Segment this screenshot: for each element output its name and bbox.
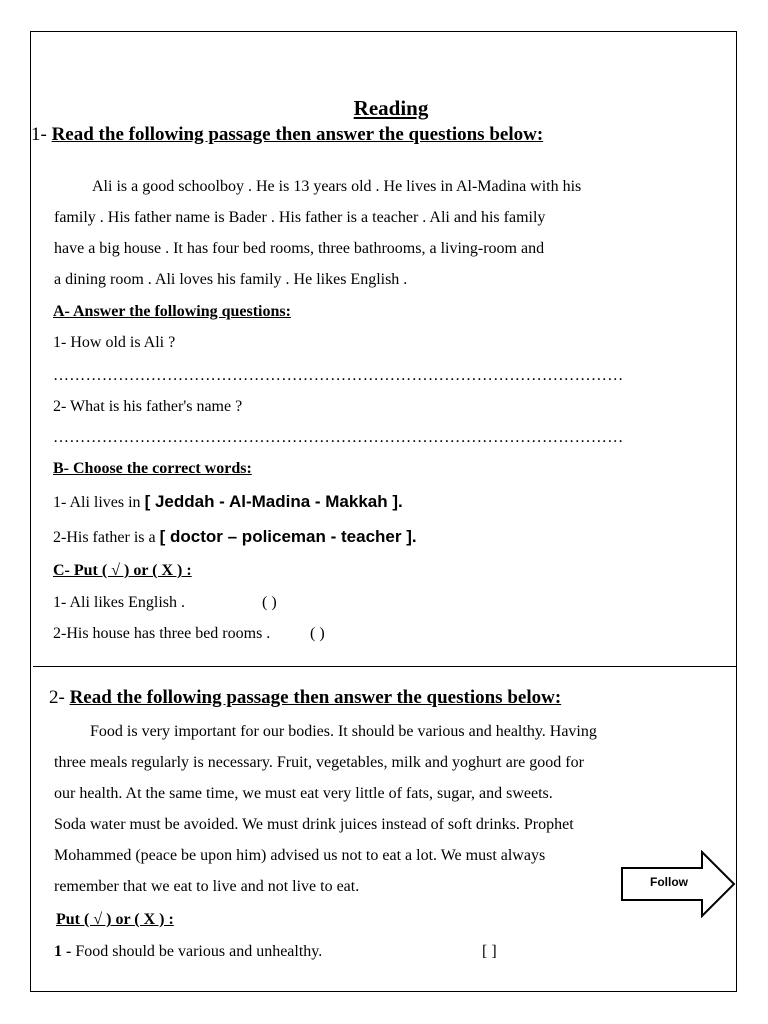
question-b1 bbox=[53, 492, 403, 513]
question-b1-text: 1- Ali lives in bbox=[53, 494, 141, 511]
section2-heading-text: Read the following passage then answer the questions below: bbox=[69, 687, 562, 708]
passage1-line-3: have a big house . It has four bed rooms, three bathrooms, a living-room and bbox=[54, 240, 545, 257]
question-c2: 2-His house has three bed rooms . bbox=[53, 625, 271, 642]
section1-number: 1- bbox=[31, 124, 47, 145]
part-a-heading: A- Answer the following questions: bbox=[53, 303, 291, 320]
put-heading: Put ( √ ) or ( X ) : bbox=[56, 911, 174, 928]
passage1-line-1: Ali is a good schoolboy . He is 13 years old . He lives in Al-Madina with his bbox=[92, 178, 582, 195]
question-b1-choices[interactable]: [ Jeddah - Al-Madina - Makkah ]. bbox=[144, 492, 403, 511]
passage1-line-4: a dining room . Ali loves his family . He likes English . bbox=[54, 271, 408, 288]
question-a2: 2- What is his father's name ? bbox=[53, 398, 243, 415]
section2-heading bbox=[49, 687, 561, 709]
answer-box-2-1[interactable]: [ ] bbox=[482, 943, 497, 960]
passage2-line-5: Mohammed (peace be upon him) advised us not to eat a lot. We must always bbox=[54, 847, 546, 864]
question-b2 bbox=[53, 527, 417, 548]
question-2-1 bbox=[54, 942, 322, 962]
passage2-line-1: Food is very important for our bodies. It should be various and healthy. Having bbox=[90, 723, 597, 740]
question-b2-choices[interactable]: [ doctor – policeman - teacher ]. bbox=[159, 527, 417, 546]
question-2-1-number: 1 - bbox=[54, 943, 72, 960]
section-divider bbox=[33, 666, 737, 667]
passage2-line-2: three meals regularly is necessary. Fruit, vegetables, milk and yoghurt are good for bbox=[54, 754, 584, 771]
part-c-heading: C- Put ( √ ) or ( X ) : bbox=[53, 562, 192, 579]
section1-heading bbox=[31, 124, 543, 146]
passage2-line-6: remember that we eat to live and not live to eat. bbox=[54, 878, 360, 895]
passage2-line-4: Soda water must be avoided. We must drink juices instead of soft drinks. Prophet bbox=[54, 816, 574, 833]
section2-number: 2- bbox=[49, 687, 65, 708]
page-title: Reading bbox=[353, 96, 429, 120]
question-b2-text: 2-His father is a bbox=[53, 529, 156, 546]
answer-box-c2[interactable]: ( ) bbox=[310, 625, 325, 642]
answer-line-a2[interactable]: …………………………………………………………………………………………… bbox=[53, 429, 624, 446]
question-2-1-text: Food should be various and unhealthy. bbox=[75, 943, 323, 960]
question-a1: 1- How old is Ali ? bbox=[53, 334, 176, 351]
question-c1: 1- Ali likes English . bbox=[53, 594, 185, 611]
passage2-line-3: our health. At the same time, we must eat very little of fats, sugar, and sweets. bbox=[54, 785, 553, 802]
section1-heading-text: Read the following passage then answer the questions below: bbox=[51, 124, 544, 145]
answer-line-a1[interactable]: …………………………………………………………………………………………… bbox=[53, 367, 624, 384]
part-b-heading: B- Choose the correct words: bbox=[53, 460, 252, 477]
answer-box-c1[interactable]: ( ) bbox=[262, 594, 277, 611]
passage1-line-2: family . His father name is Bader . His father is a teacher . Ali and his family bbox=[54, 209, 546, 226]
follow-label[interactable]: Follow bbox=[650, 875, 688, 889]
